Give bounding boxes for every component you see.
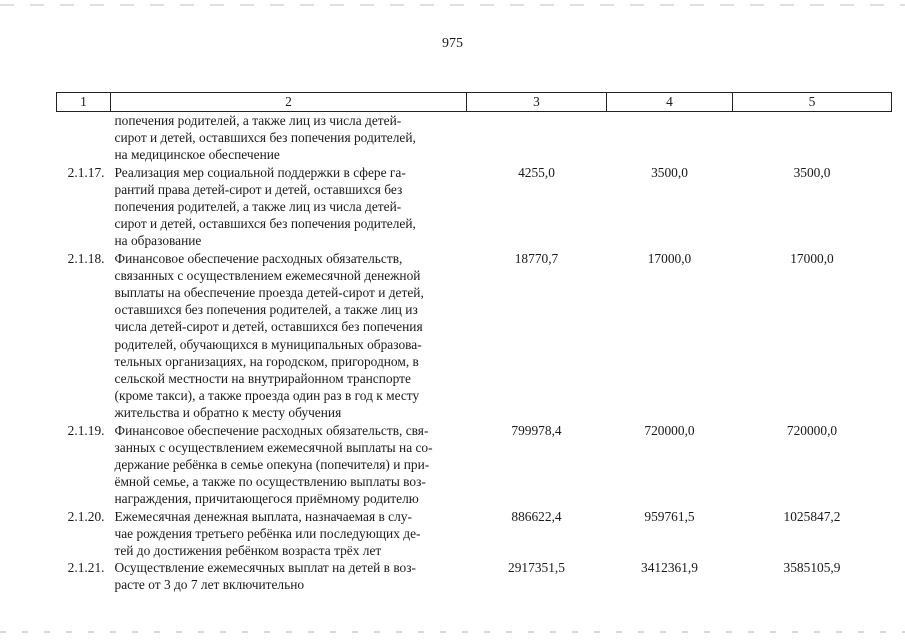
- row-number: 2.1.18.: [67, 250, 105, 266]
- row-number: 2.1.20.: [67, 508, 105, 524]
- description-line: награждения, причитающегося приёмному родителю: [114, 491, 419, 507]
- value-col-3: [467, 112, 607, 164]
- header-row: [57, 93, 892, 112]
- table-row: [57, 559, 892, 593]
- description-line: Осуществление ежемесячных выплат на детей в воз-: [114, 560, 416, 576]
- value-col-5: [733, 112, 892, 164]
- value-col-3: 2917351,5: [508, 560, 565, 576]
- value-col-5: 720000,0: [786, 422, 838, 438]
- description-line: Финансовое обеспечение расходных обязательств,: [114, 250, 403, 266]
- header-col-1: 1: [57, 93, 111, 112]
- table-row: [57, 164, 892, 250]
- row-number: 2.1.17.: [67, 164, 105, 180]
- row-number: 2.1.19.: [67, 422, 105, 438]
- value-col-3: 4255,0: [518, 164, 555, 180]
- description-line: жительства и обратно к месту обучения: [114, 405, 342, 421]
- description-line: связанных с осуществлением ежемесячной денежной: [114, 267, 421, 283]
- value-col-5: 17000,0: [790, 250, 834, 266]
- description-line: на медицинское обеспечение: [114, 147, 280, 163]
- row-number: [57, 112, 111, 164]
- description-line: тельных организациях, на городском, пригородном, в: [114, 353, 419, 369]
- description-line: Ежемесячная денежная выплата, назначаемая в слу-: [114, 508, 412, 524]
- description-line: оставшихся без попечения родителей, а также лиц из: [114, 302, 418, 318]
- table-row: [57, 422, 892, 508]
- value-col-4: 3500,0: [651, 164, 688, 180]
- row-description: [111, 250, 467, 422]
- header-col-4: 4: [607, 93, 733, 112]
- table-header: [57, 93, 892, 112]
- table-body: [57, 112, 892, 594]
- description-line: сирот и детей, оставшихся без попечения родителей,: [114, 130, 416, 146]
- description-line: сельской местности на внутрирайонном транспорте: [114, 371, 411, 387]
- description-line: занных с осуществлением ежемесячной выплаты на со-: [114, 439, 433, 455]
- table-row: [57, 112, 892, 164]
- value-col-3: 886622,4: [511, 508, 562, 524]
- header-col-2: 2: [111, 93, 467, 112]
- description-line: держание ребёнка в семье опекуна (попечителя) и при-: [114, 457, 430, 473]
- description-line: чае рождения третьего ребёнка или последующих де-: [114, 525, 421, 541]
- description-line: (кроме такси), а также проезда один раз в год к месту: [114, 388, 420, 404]
- description-line: родителей, обучающихся в муниципальных образова-: [114, 336, 422, 352]
- description-line: выплаты на обеспечение проезда детей-сирот и детей,: [114, 285, 424, 301]
- row-description: [111, 164, 467, 250]
- value-col-4: 3412361,9: [641, 560, 698, 576]
- page-number: 975: [442, 36, 463, 51]
- budget-table: [56, 92, 892, 594]
- value-col-4: 17000,0: [647, 250, 692, 266]
- description-line: попечения родителей, а также лиц из числа детей-: [114, 113, 402, 128]
- value-col-4: 959761,5: [644, 508, 695, 524]
- description-line: на образование: [114, 233, 202, 249]
- row-number: 2.1.21.: [67, 560, 105, 576]
- table-row: [57, 508, 892, 560]
- description-line: ёмной семье, а также по осуществлению выплаты воз-: [114, 474, 426, 490]
- value-col-5: 3500,0: [793, 164, 831, 180]
- description-line: рантий права детей-сирот и детей, оставшихся без: [114, 181, 403, 197]
- value-col-3: 799978,4: [511, 422, 562, 438]
- description-line: сирот и детей, оставшихся без попечения родителей,: [114, 216, 416, 232]
- row-description: [111, 422, 467, 508]
- description-line: Финансовое обеспечение расходных обязательств, свя-: [114, 422, 429, 438]
- header-col-5: 5: [733, 93, 892, 112]
- row-description: [111, 112, 467, 164]
- value-col-4: 720000,0: [644, 422, 695, 438]
- description-line: попечения родителей, а также лиц из числа детей-: [114, 199, 402, 215]
- scan-edge-top: [0, 4, 905, 6]
- value-col-5: 1025847,2: [783, 508, 841, 524]
- description-line: расте от 3 до 7 лет включительно: [114, 577, 305, 593]
- scan-edge-bottom: [0, 631, 905, 633]
- value-col-4: [607, 112, 733, 164]
- row-description: [111, 508, 467, 560]
- description-line: числа детей-сирот и детей, оставшихся без попечения: [114, 319, 423, 335]
- value-col-5: 3585105,9: [783, 560, 841, 576]
- table-row: [57, 250, 892, 422]
- header-col-3: 3: [467, 93, 607, 112]
- description-line: тей до достижения ребёнком возраста трёх лет: [114, 543, 382, 559]
- row-description: [111, 559, 467, 593]
- description-line: Реализация мер социальной поддержки в сфере га-: [114, 164, 406, 180]
- value-col-3: 18770,7: [514, 250, 559, 266]
